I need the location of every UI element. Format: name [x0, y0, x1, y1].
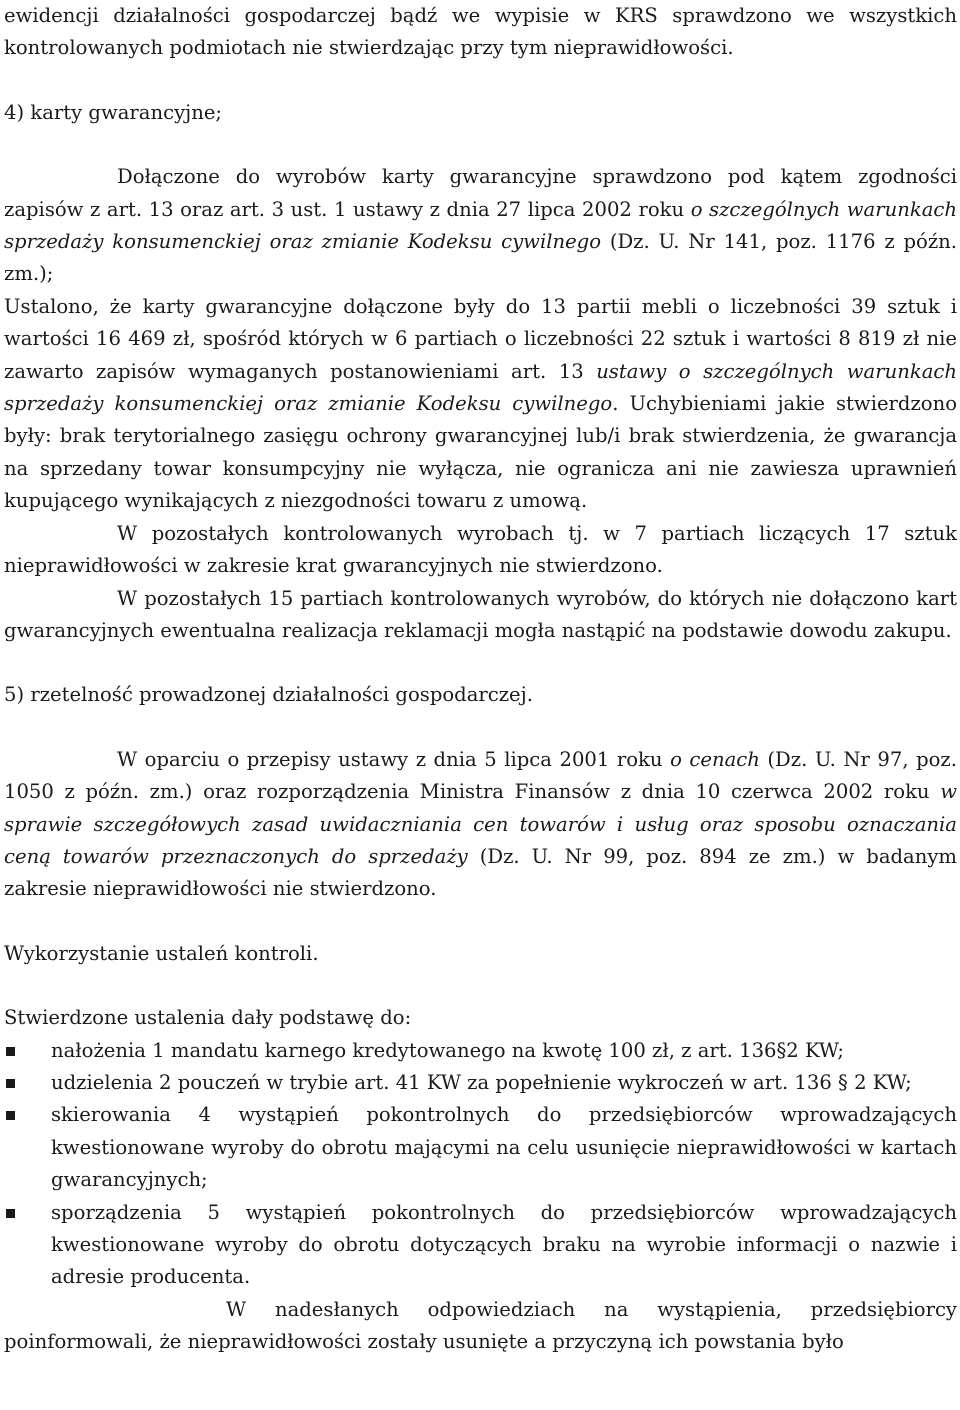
section-4-paragraph-1 [4, 161, 957, 291]
text-run: . Uchybieniami jakie stwierdzono były: brak terytorialnego zasięgu ochrony gwarancyjnej lub/i brak stwierdzenia, że gwarancja na sprzedany towar konsumpcyjny nie wyłącza, nie ogranicza ani nie zawiesza uprawnień kupującego wynikających z niezgodności towaru z umową. [4, 392, 957, 513]
square-bullet-icon [6, 1047, 15, 1056]
text-run: (Dz. U. Nr 99, poz. 894 ze zm.) w badanym zakresie nieprawidłowości nie stwierdzono. [4, 844, 957, 901]
square-bullet-icon [6, 1209, 15, 1218]
text-run: (Dz. U. Nr 97, poz. 1050 z późn. zm.) oraz rozporządzenia Ministra Finansów z dnia 10 czerwca 2002 roku [4, 747, 957, 804]
findings-intro: Stwierdzone ustalenia dały podstawę do: [4, 1006, 412, 1030]
square-bullet-icon [6, 1111, 15, 1120]
text-run: Dołączone do wyrobów karty gwarancyjne sprawdzono pod kątem zgodności zapisów z art. 13 oraz art. 3 ust. 1 ustawy z dnia 27 lipca 2002 roku [4, 165, 957, 221]
section-5-heading: 5) rzetelność prowadzonej działalności gospodarczej. [4, 683, 533, 707]
findings-list [4, 1035, 957, 1294]
closing-paragraph: W nadesłanych odpowiedziach na wystąpienia, przedsiębiorcy poinformowali, że nieprawidłowości zostały usunięte a przyczyną ich powstania było [4, 1297, 957, 1354]
list-item [4, 1035, 957, 1067]
usage-heading: Wykorzystanie ustaleń kontroli. [4, 941, 319, 965]
act-title: ustawy o szczególnych warunkach sprzedaży konsumenckiej oraz zmianie Kodeksu cywilnego [4, 359, 957, 416]
list-item [4, 1099, 957, 1196]
act-title: w sprawie szczegółowych zasad uwidaczniania cen towarów i usług oraz sposobu oznaczania ceną towarów przeznaczonych do sprzedaży [4, 780, 957, 868]
text-run: Ustalono, że karty gwarancyjne dołączone były do 13 partii mebli o liczebności 39 sztuk i wartości 16 469 zł, spośród których w 6 partiach o liczebności 22 sztuk i wartości 8 819 zł nie zawarto zapisów wymaganych postanowieniami art. 13 [4, 294, 957, 383]
section-4-paragraph-2 [4, 291, 957, 518]
section-5-paragraph-1 [4, 744, 957, 906]
list-item-text: udzielenia 2 pouczeń w trybie art. 41 KW za popełnienie wykroczeń w art. 136 § 2 KW; [51, 1070, 912, 1094]
text-run: (Dz. U. Nr 141, poz. 1176 z późn. zm.); [4, 230, 957, 286]
act-title: o szczególnych warunkach sprzedaży konsumenckiej oraz zmianie Kodeksu cywilnego [4, 197, 957, 254]
section-4-paragraph-4: W pozostałych 15 partiach kontrolowanych wyrobów, do których nie dołączono kart gwarancyjnych ewentualna realizacja reklamacji mogła nastąpić na podstawie dowodu zakupu. [4, 586, 957, 642]
list-item [4, 1067, 957, 1099]
square-bullet-icon [6, 1079, 15, 1088]
act-title: o cenach [670, 747, 760, 771]
list-item-text: skierowania 4 wystąpień pokontrolnych do przedsiębiorców wprowadzających kwestionowane wyroby do obrotu mającymi na celu usunięcie nieprawidłowości w kartach gwarancyjnych; [51, 1103, 957, 1192]
list-item-text: sporządzenia 5 wystąpień pokontrolnych do przedsiębiorców wprowadzających kwestionowane wyroby do obrotu dotyczących braku na wyrobie informacji o nazwie i adresie producenta. [51, 1200, 957, 1289]
section-4-heading: 4) karty gwarancyjne; [4, 100, 223, 124]
text-run: W oparciu o przepisy ustawy z dnia 5 lipca 2001 roku [117, 747, 671, 771]
list-item-text: nałożenia 1 mandatu karnego kredytowanego na kwotę 100 zł, z art. 136§2 KW; [51, 1038, 844, 1062]
section-4-paragraph-3: W pozostałych kontrolowanych wyrobach tj. w 7 partiach liczących 17 sztuk nieprawidłowości w zakresie krat gwarancyjnych nie stwierdzono. [4, 521, 957, 578]
intro-continuation: ewidencji działalności gospodarczej bądź we wypisie w KRS sprawdzono we wszystkich kontrolowanych podmiotach nie stwierdzając przy tym nieprawidłowości. [4, 4, 957, 60]
list-item [4, 1197, 957, 1294]
